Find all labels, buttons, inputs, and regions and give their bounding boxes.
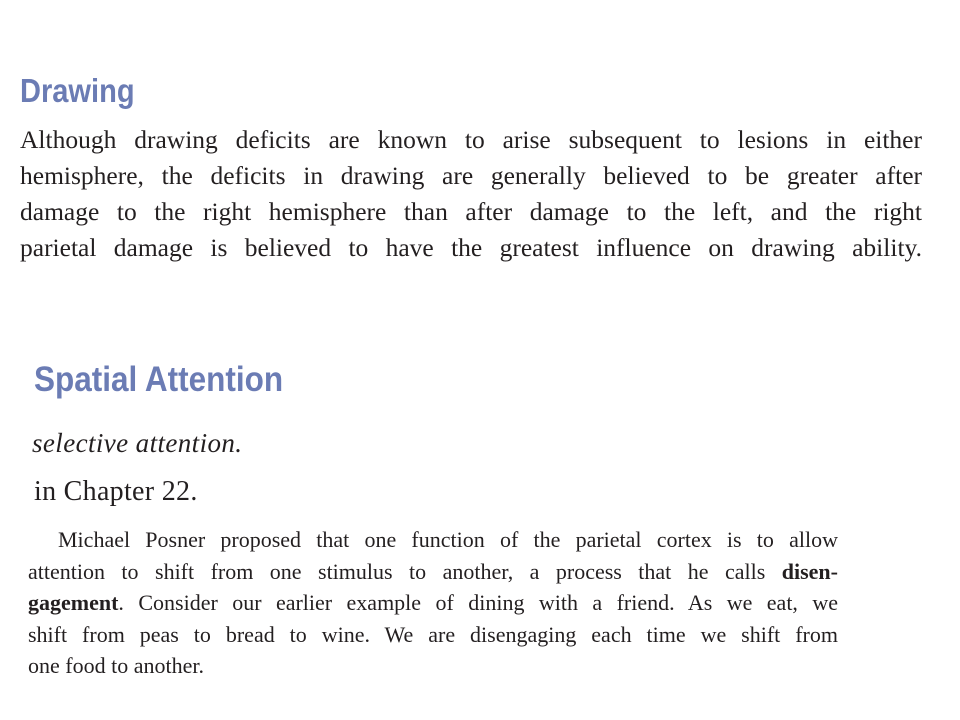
disengagement-term-part2: gagement xyxy=(28,590,119,615)
drawing-line-3: damage to the right hemisphere than after damage to the left, and the right xyxy=(20,197,922,226)
drawing-line-1: Although drawing deficits are known to arise subsequent to lesions in either xyxy=(20,125,922,154)
posner-line-2-text: attention to shift from one stimulus to another, a process that he calls xyxy=(28,558,782,584)
drawing-line-2: hemisphere, the deficits in drawing are generally believed to be greater after xyxy=(20,161,922,190)
disengagement-term-part1: disen- xyxy=(781,558,838,584)
drawing-paragraph xyxy=(20,122,922,266)
spatial-attention-heading: Spatial Attention xyxy=(34,360,284,399)
posner-paragraph xyxy=(28,524,838,682)
posner-line-3-text: . Consider our earlier example of dining with a friend. As we eat, we xyxy=(118,590,838,615)
posner-line-5: one food to another. xyxy=(28,653,204,678)
drawing-heading: Drawing xyxy=(20,72,135,109)
posner-line-4: shift from peas to bread to wine. We are disengaging each time we shift from xyxy=(28,621,838,647)
posner-line-1: Michael Posner proposed that one function of the parietal cortex is to allow xyxy=(58,527,838,552)
posner-line-3 xyxy=(28,587,838,619)
drawing-line-4: parietal damage is believed to have the greatest influence on drawing ability. xyxy=(20,233,922,262)
chapter-reference-fragment: in Chapter 22. xyxy=(34,476,198,507)
posner-line-2 xyxy=(28,556,838,588)
selective-attention-fragment: selective attention. xyxy=(32,428,243,458)
